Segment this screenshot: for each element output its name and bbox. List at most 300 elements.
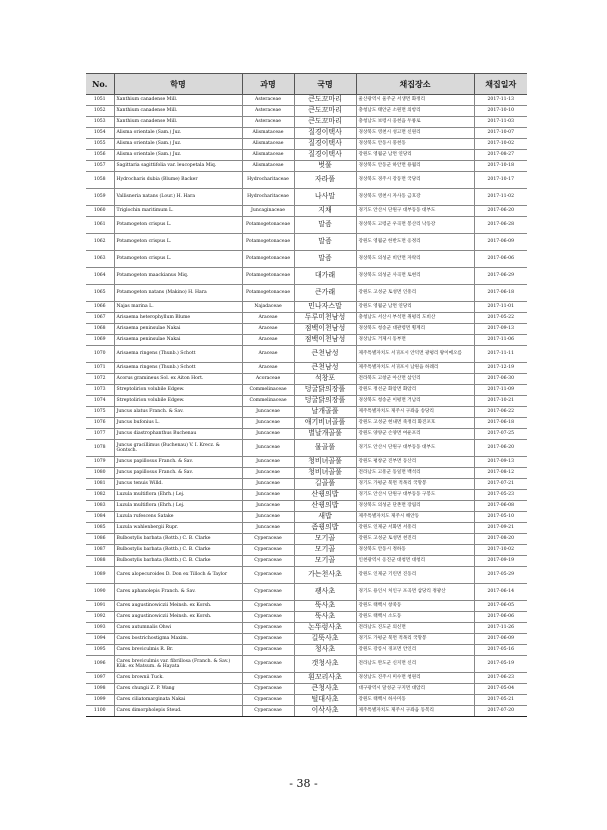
family-name: Araceae: [242, 346, 294, 363]
table-row: [86, 95, 527, 106]
collection-date: 2017-09-19: [474, 556, 527, 567]
collection-location: 경기도 안산시 단원구 대부동동 대부도: [356, 206, 474, 217]
table-row: [86, 324, 527, 335]
collection-location: 충청남도 보령시 웅천읍 두룡로: [356, 117, 474, 128]
row-no: 1085: [86, 523, 114, 534]
table-row: [86, 418, 527, 429]
collection-date: 2017-09-21: [474, 523, 527, 534]
row-no: 1063: [86, 251, 114, 268]
scientific-name: Carex brownii Tuck.: [114, 673, 242, 684]
collection-date: 2017-06-20: [474, 206, 527, 217]
collection-location: 경기도 용인시 처인구 포곡면 삼당리 정광산: [356, 584, 474, 601]
row-no: 1078: [86, 440, 114, 457]
collection-date: 2017-06-05: [474, 601, 527, 612]
family-name: Najadaceae: [242, 302, 294, 313]
collection-date: 2017-06-06: [474, 612, 527, 623]
collection-location: 강원도 인제군 서화면 서흥리: [356, 523, 474, 534]
row-no: 1065: [86, 285, 114, 302]
row-no: 1064: [86, 268, 114, 285]
collection-location: 경상남도 진주시 미수면 청원리: [356, 673, 474, 684]
row-no: 1054: [86, 128, 114, 139]
collection-location: 경상북도 의성군 사곡면 토현리: [356, 268, 474, 285]
table-row: [86, 534, 527, 545]
table-row: [86, 234, 527, 251]
korean-name: 모기골: [294, 556, 356, 567]
collection-date: 2017-11-09: [474, 385, 527, 396]
table-row: [86, 161, 527, 172]
family-name: Hydrocharitaceae: [242, 189, 294, 206]
collection-location: 경기도 안산시 단원구 대부동동 구봉도: [356, 490, 474, 501]
scientific-name: Luzula rufescens Satake: [114, 512, 242, 523]
collection-location: 경기도 안산시 단원구 대부동동 대부도: [356, 440, 474, 457]
header-no: No.: [86, 74, 114, 95]
scientific-name: Alisma orientale (Sam.) Juz.: [114, 150, 242, 161]
family-name: Hydrocharitaceae: [242, 172, 294, 189]
scientific-name: Carex augustinowiczii Meinsh. ex Korsh.: [114, 612, 242, 623]
row-no: 1061: [86, 217, 114, 234]
table-row: [86, 429, 527, 440]
table-row: [86, 468, 527, 479]
collection-date: 2017-06-29: [474, 268, 527, 285]
korean-name: 모기골: [294, 545, 356, 556]
family-name: Araceae: [242, 363, 294, 374]
korean-name: 산꿩의밥: [294, 490, 356, 501]
family-name: Juncaceae: [242, 429, 294, 440]
table-row: [86, 335, 527, 346]
collection-location: 전라남도 완도군 신지면 신리: [356, 656, 474, 673]
row-no: 1062: [86, 234, 114, 251]
family-name: Cyperaceae: [242, 634, 294, 645]
scientific-name: Bulbostylis barbata (Rottb.) C. B. Clarke: [114, 556, 242, 567]
family-name: Juncaceae: [242, 512, 294, 523]
family-name: Juncaceae: [242, 523, 294, 534]
table-row: [86, 217, 527, 234]
row-no: 1079: [86, 457, 114, 468]
collection-location: 울산광역시 울주군 서생면 화정리: [356, 95, 474, 106]
row-no: 1068: [86, 324, 114, 335]
scientific-name: Carex breviculmis R. Br.: [114, 645, 242, 656]
collection-date: 2017-06-20: [474, 440, 527, 457]
table-row: [86, 673, 527, 684]
collection-location: 경상북도 안동시 정하동: [356, 545, 474, 556]
scientific-name: Carex breviculmis var. fibrillosa (Franch. & Sav.) Kük. ex Matsum. & Hayata: [114, 656, 242, 673]
collection-date: 2017-08-20: [474, 534, 527, 545]
scientific-name: Carex chungii Z. P. Wang: [114, 684, 242, 695]
korean-name: 큰천남성: [294, 363, 356, 374]
collection-location: 전라남도 진도군 의신면: [356, 623, 474, 634]
korean-name: 벗풀: [294, 161, 356, 172]
collection-location: 충청남도 서산시 부석면 취평리 도비산: [356, 313, 474, 324]
table-row: [86, 285, 527, 302]
korean-name: 모기골: [294, 534, 356, 545]
scientific-name: Carex augustinowiczii Meinsh. ex Korsh.: [114, 601, 242, 612]
scientific-name: Carex autumnalis Ohwi: [114, 623, 242, 634]
family-name: Cyperaceae: [242, 567, 294, 584]
korean-name: 청사초: [294, 645, 356, 656]
table-row: [86, 251, 527, 268]
family-name: Potamogetonaceae: [242, 217, 294, 234]
collection-date: 2017-10-10: [474, 106, 527, 117]
scientific-name: Sagittaria sagittifolia var. leucopetala Miq.: [114, 161, 242, 172]
collection-date: 2017-05-04: [474, 684, 527, 695]
collection-date: 2017-05-23: [474, 490, 527, 501]
scientific-name: Potamogeton crispus L.: [114, 217, 242, 234]
row-no: 1060: [86, 206, 114, 217]
collection-date: 2017-06-06: [474, 251, 527, 268]
collection-date: 2017-10-07: [474, 128, 527, 139]
family-name: Juncaceae: [242, 440, 294, 457]
scientific-name: Arisaema peninsulae Nakai: [114, 324, 242, 335]
scientific-name: Juncus papillosus Franch. & Sav.: [114, 468, 242, 479]
row-no: 1099: [86, 695, 114, 706]
row-no: 1074: [86, 396, 114, 407]
collection-date: 2017-05-22: [474, 313, 527, 324]
collection-date: 2017-10-21: [474, 396, 527, 407]
family-name: Cyperaceae: [242, 623, 294, 634]
family-name: Araceae: [242, 335, 294, 346]
row-no: 1082: [86, 490, 114, 501]
collection-date: 2017-11-13: [474, 95, 527, 106]
row-no: 1095: [86, 645, 114, 656]
scientific-name: Triglochin maritimum L.: [114, 206, 242, 217]
scientific-name: Carex alopecuroides D. Don ex Tilloch & Taylor: [114, 567, 242, 584]
header-location: 채집장소: [356, 74, 474, 95]
collection-location: 강원도 태백시 창죽동: [356, 601, 474, 612]
collection-date: 2017-06-09: [474, 234, 527, 251]
row-no: 1051: [86, 95, 114, 106]
collection-date: 2017-06-08: [474, 501, 527, 512]
row-no: 1052: [86, 106, 114, 117]
row-no: 1097: [86, 673, 114, 684]
collection-date: 2017-11-02: [474, 189, 527, 206]
scientific-name: Streptolirion volubile Edgew.: [114, 385, 242, 396]
row-no: 1090: [86, 584, 114, 601]
korean-name: 흰꼬리사초: [294, 673, 356, 684]
scientific-name: Hydrocharis dubia (Blume) Backer: [114, 172, 242, 189]
row-no: 1070: [86, 346, 114, 363]
row-no: 1080: [86, 468, 114, 479]
family-name: Alismataceae: [242, 128, 294, 139]
korean-name: 큰도꼬마리: [294, 95, 356, 106]
korean-name: 가는천사초: [294, 567, 356, 584]
korean-name: 지채: [294, 206, 356, 217]
collection-location: 전라남도 고흥군 동일면 백석리: [356, 468, 474, 479]
family-name: Juncaceae: [242, 457, 294, 468]
family-name: Juncaceae: [242, 479, 294, 490]
collection-location: 강원도 고성군 토성면 인흥리: [356, 285, 474, 302]
table-row: [86, 396, 527, 407]
collection-date: 2017-06-22: [474, 407, 527, 418]
collection-date: 2017-11-01: [474, 302, 527, 313]
korean-name: 덩굴닭의장풀: [294, 396, 356, 407]
korean-name: 뚝사초: [294, 601, 356, 612]
collection-location: 강원도 영월군 남면 연당리: [356, 150, 474, 161]
scientific-name: Juncus tenuis Willd.: [114, 479, 242, 490]
header-date: 채집일자: [474, 74, 527, 95]
row-no: 1086: [86, 534, 114, 545]
korean-name: 이삭사초: [294, 706, 356, 717]
header-row: [86, 74, 527, 95]
table-row: [86, 634, 527, 645]
collection-date: 2017-05-19: [474, 656, 527, 673]
scientific-name: Juncus alatus Franch. & Sav.: [114, 407, 242, 418]
collection-location: 대구광역시 달성군 구지면 대암리: [356, 684, 474, 695]
collection-location: 경상북도 고령군 우곡면 봉산리 낙동강: [356, 217, 474, 234]
korean-name: 청비녀골풀: [294, 457, 356, 468]
collection-date: 2017-12-19: [474, 363, 527, 374]
table-row: [86, 313, 527, 324]
korean-name: 논뚜렁사초: [294, 623, 356, 634]
scientific-name: Potamogeton crispus L.: [114, 251, 242, 268]
collection-date: 2017-07-21: [474, 479, 527, 490]
family-name: Cyperaceae: [242, 612, 294, 623]
row-no: 1091: [86, 601, 114, 612]
row-no: 1083: [86, 501, 114, 512]
family-name: Araceae: [242, 313, 294, 324]
table-row: [86, 106, 527, 117]
collection-date: 2017-09-13: [474, 457, 527, 468]
scientific-name: Juncus bufonius L.: [114, 418, 242, 429]
scientific-name: Najas marina L.: [114, 302, 242, 313]
table-row: [86, 645, 527, 656]
korean-name: 별날개골풀: [294, 429, 356, 440]
table-row: [86, 584, 527, 601]
collection-date: 2017-11-11: [474, 346, 527, 363]
korean-name: 새밥: [294, 512, 356, 523]
collection-date: 2017-11-26: [474, 623, 527, 634]
scientific-name: Arisaema heterophyllum Blume: [114, 313, 242, 324]
family-name: Commelinaceae: [242, 385, 294, 396]
collection-location: 강원도 강릉시 경포면 안인리: [356, 645, 474, 656]
table-row: [86, 706, 527, 717]
korean-name: 두루미천남성: [294, 313, 356, 324]
collection-date: 2017-06-23: [474, 673, 527, 684]
table-row: [86, 601, 527, 612]
table-row: [86, 523, 527, 534]
scientific-name: Bulbostylis barbata (Rottb.) C. B. Clarke: [114, 545, 242, 556]
collection-date: 2017-06-28: [474, 217, 527, 234]
collection-location: 강원도 양양군 손양면 여운포리: [356, 429, 474, 440]
collection-location: 인천광역시 옹진군 대청면 대청리: [356, 556, 474, 567]
row-no: 1094: [86, 634, 114, 645]
korean-name: 점백이천남성: [294, 335, 356, 346]
collection-location: 강원도 평창군 진부면 동산리: [356, 457, 474, 468]
korean-name: 큰가래: [294, 285, 356, 302]
collection-date: 2017-11-03: [474, 117, 527, 128]
table-row: [86, 302, 527, 313]
scientific-name: Arisaema ringens (Thunb.) Schott: [114, 363, 242, 374]
family-name: Araceae: [242, 324, 294, 335]
family-name: Asteraceae: [242, 106, 294, 117]
collection-location: 제주특별자치도 제주시 구좌읍 동복리: [356, 706, 474, 717]
row-no: 1096: [86, 656, 114, 673]
collection-date: 2017-06-14: [474, 584, 527, 601]
family-name: Cyperaceae: [242, 695, 294, 706]
collection-date: 2017-05-10: [474, 512, 527, 523]
table-row: [86, 206, 527, 217]
collection-date: 2017-09-13: [474, 324, 527, 335]
row-no: 1067: [86, 313, 114, 324]
collection-location: 강원도 고성군 현내면 죽정리 화진포호: [356, 418, 474, 429]
korean-name: 질경이택사: [294, 139, 356, 150]
collection-location: 전라북도 고창군 아산면 삼인리: [356, 374, 474, 385]
family-name: Juncaceae: [242, 407, 294, 418]
family-name: Cyperaceae: [242, 673, 294, 684]
korean-name: 애기비녀골풀: [294, 418, 356, 429]
korean-name: 말즘: [294, 217, 356, 234]
collection-date: 2017-05-21: [474, 695, 527, 706]
collection-location: 강원도 정선군 화암면 화암리: [356, 385, 474, 396]
collection-location: 제주특별자치도 서귀포시 남원읍 하례리: [356, 363, 474, 374]
scientific-name: Acorus gramineus Sol. ex Aiton Hort.: [114, 374, 242, 385]
family-name: Potamogetonaceae: [242, 285, 294, 302]
table-row: [86, 490, 527, 501]
scientific-name: Potamogeton crispus L.: [114, 234, 242, 251]
row-no: 1057: [86, 161, 114, 172]
specimen-table: [86, 73, 527, 717]
table-row: [86, 684, 527, 695]
table-row: [86, 139, 527, 150]
collection-location: 경상북도 청송군 대관령면 횡계리: [356, 324, 474, 335]
row-no: 1092: [86, 612, 114, 623]
collection-location: 경상북도 안동시 풍천동: [356, 139, 474, 150]
collection-date: 2017-07-20: [474, 706, 527, 717]
korean-name: 청비녀골풀: [294, 468, 356, 479]
scientific-name: Carex aphanolepis Franch. & Sav.: [114, 584, 242, 601]
header-family: 과명: [242, 74, 294, 95]
collection-location: 경상북도 영천시 자사동 금호강: [356, 189, 474, 206]
korean-name: 길뚝사초: [294, 634, 356, 645]
scientific-name: Potamogeton maackianus Miq.: [114, 268, 242, 285]
korean-name: 민나자스말: [294, 302, 356, 313]
korean-name: 질경이택사: [294, 128, 356, 139]
table-row: [86, 457, 527, 468]
table-row: [86, 479, 527, 490]
family-name: Cyperaceae: [242, 684, 294, 695]
scientific-name: Bulbostylis barbata (Rottb.) C. B. Clarke: [114, 534, 242, 545]
family-name: Juncaceae: [242, 468, 294, 479]
row-no: 1100: [86, 706, 114, 717]
row-no: 1058: [86, 172, 114, 189]
collection-date: 2017-06-09: [474, 634, 527, 645]
korean-name: 질경이택사: [294, 150, 356, 161]
family-name: Asteraceae: [242, 117, 294, 128]
collection-location: 경상북도 경주시 강동면 국당리: [356, 172, 474, 189]
scientific-name: Arisaema peninsulae Nakai: [114, 335, 242, 346]
collection-location: 강원도 영월군 남면 연당리: [356, 302, 474, 313]
collection-location: 강원도 인제군 기린면 진동리: [356, 567, 474, 584]
table-row: [86, 346, 527, 363]
collection-location: 경기도 가평군 북면 적목리 국망봉: [356, 479, 474, 490]
scientific-name: Luzula multiflora (Ehrh.) Lej.: [114, 490, 242, 501]
korean-name: 큰도꼬마리: [294, 106, 356, 117]
collection-location: 경상북도 영천시 성고면 신원리: [356, 128, 474, 139]
collection-date: 2017-05-16: [474, 645, 527, 656]
korean-name: 길골풀: [294, 479, 356, 490]
collection-date: 2017-06-18: [474, 285, 527, 302]
table-row: [86, 128, 527, 139]
collection-location: 제주특별자치도 서귀포시 안덕면 광평리 왕이메오름: [356, 346, 474, 363]
korean-name: 석창포: [294, 374, 356, 385]
row-no: 1077: [86, 429, 114, 440]
collection-location: 강원도 고성군 토성면 천진리: [356, 534, 474, 545]
collection-location: 경기도 가평군 북면 적목리 국망봉: [356, 634, 474, 645]
row-no: 1055: [86, 139, 114, 150]
collection-date: 2017-08-27: [474, 150, 527, 161]
row-no: 1073: [86, 385, 114, 396]
scientific-name: Juncus papillosus Franch. & Sav.: [114, 457, 242, 468]
table-row: [86, 268, 527, 285]
family-name: Cyperaceae: [242, 545, 294, 556]
collection-date: 2017-05-29: [474, 567, 527, 584]
table-row: [86, 440, 527, 457]
korean-name: 나사말: [294, 189, 356, 206]
korean-name: 말즘: [294, 251, 356, 268]
korean-name: 좀꿩의밥: [294, 523, 356, 534]
scientific-name: Carex ciliatomarginata Nakai: [114, 695, 242, 706]
row-no: 1089: [86, 567, 114, 584]
collection-location: 충청남도 태안군 소원면 의항리: [356, 106, 474, 117]
row-no: 1056: [86, 150, 114, 161]
table-row: [86, 385, 527, 396]
korean-name: 자라풀: [294, 172, 356, 189]
korean-name: 날개골풀: [294, 407, 356, 418]
family-name: Alismataceae: [242, 161, 294, 172]
table-row: [86, 374, 527, 385]
header-korean-name: 국명: [294, 74, 356, 95]
table-row: [86, 545, 527, 556]
family-name: Cyperaceae: [242, 645, 294, 656]
scientific-name: Juncus gracillimus (Buchenau) V. I. Krecz. & Gontsch.: [114, 440, 242, 457]
row-no: 1087: [86, 545, 114, 556]
table-row: [86, 501, 527, 512]
row-no: 1088: [86, 556, 114, 567]
collection-location: 경상북도 의성군 비안면 자락리: [356, 251, 474, 268]
scientific-name: Carex bostrichostigma Maxim.: [114, 634, 242, 645]
table-row: [86, 407, 527, 418]
collection-date: 2017-06-30: [474, 374, 527, 385]
collection-location: 제주특별자치도 제주시 구좌읍 송당리: [356, 407, 474, 418]
table-row: [86, 623, 527, 634]
korean-name: 뚝사초: [294, 612, 356, 623]
family-name: Cyperaceae: [242, 534, 294, 545]
scientific-name: Streptolirion volubile Edgew.: [114, 396, 242, 407]
collection-location: 강원도 영월군 한반도면 옹정리: [356, 234, 474, 251]
row-no: 1069: [86, 335, 114, 346]
korean-name: 털대사초: [294, 695, 356, 706]
family-name: Alismataceae: [242, 139, 294, 150]
row-no: 1066: [86, 302, 114, 313]
korean-name: 큰도꼬마리: [294, 117, 356, 128]
collection-location: 강원도 태백시 하사미동: [356, 695, 474, 706]
scientific-name: Carex dimorpholepis Steud.: [114, 706, 242, 717]
korean-name: 큰천남성: [294, 346, 356, 363]
family-name: Potamogetonaceae: [242, 234, 294, 251]
page-number: - 38 -: [289, 777, 318, 790]
table-row: [86, 117, 527, 128]
korean-name: 갯청사초: [294, 656, 356, 673]
row-no: 1071: [86, 363, 114, 374]
table-row: [86, 567, 527, 584]
collection-location: 경상북도 의성군 단촌면 장림리: [356, 501, 474, 512]
korean-name: 점백이천남성: [294, 324, 356, 335]
korean-name: 대가래: [294, 268, 356, 285]
collection-date: 2017-10-17: [474, 172, 527, 189]
scientific-name: Luzula multiflora (Ehrh.) Lej.: [114, 501, 242, 512]
row-no: 1059: [86, 189, 114, 206]
header-scientific-name: 학명: [114, 74, 242, 95]
collection-date: 2017-10-18: [474, 161, 527, 172]
